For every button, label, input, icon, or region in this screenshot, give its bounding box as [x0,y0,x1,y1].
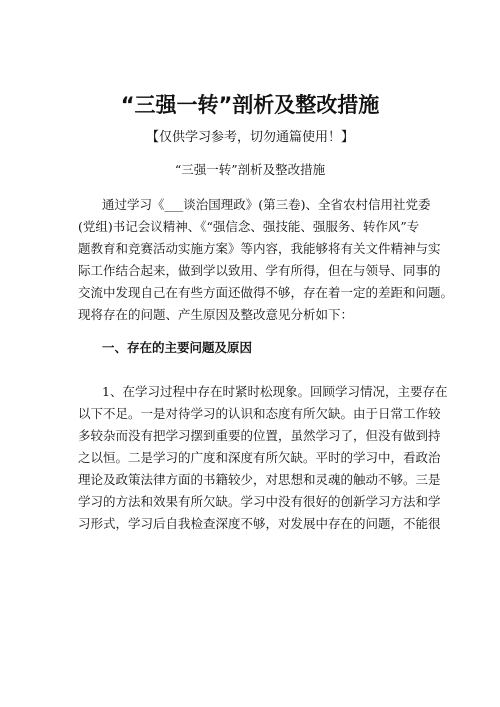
paragraph-line: 之以恒。二是学习的广度和深度有所欠缺。平时的学习中，看政治 [78,450,441,465]
usage-notice: 【仅供学习参考，切勿通篇使用！】 [145,130,354,145]
body-paragraph [78,381,448,535]
paragraph-line: 交流中发现自己在有些方面还做得不够，存在着一定的差距和问题。 [78,285,454,300]
paragraph-line: 现将存在的问题、产生原因及整改意见分析如下： [78,307,354,322]
paragraph-line: 学习的方法和效果有所欠缺。学习中没有很好的创新学习方法和学 [78,494,441,509]
paragraph-line: 题教育和竞赛活动实施方案》等内容，我能够将有关文件精神与实 [78,241,441,256]
paragraph-line: (党组)书记会议精神、《“强信念、强技能、强服务、转作风”专 [78,219,420,234]
intro-paragraph [78,194,454,326]
paragraph-line: 以下不足。一是对待学习的认识和态度有所欠缺。由于日常工作较 [78,406,441,421]
paragraph-line: 习形式，学习后自我检查深度不够，对发展中存在的问题，不能很 [78,516,441,531]
paragraph-line: 际工作结合起来，做到学以致用、学有所得，但在与领导、同事的 [78,263,441,278]
section-heading: 一、存在的主要问题及原因 [102,340,253,355]
paragraph-line: 1、在学习过程中存在时紧时松现象。回顾学习情况，主要存在 [102,384,448,399]
document-subtitle: “三强一转”剖析及整改措施 [174,162,326,177]
paragraph-line: 理论及政策法律方面的书籍较少，对思想和灵魂的触动不够。三是 [78,472,441,487]
document-title: “三强一转”剖析及整改措施 [120,93,380,117]
paragraph-line: 多较杂而没有把学习摆到重要的位置，虽然学习了，但没有做到持 [78,428,441,443]
paragraph-line: 通过学习《___谈治国理政》(第三卷)、全省农村信用社党委 [102,197,431,212]
